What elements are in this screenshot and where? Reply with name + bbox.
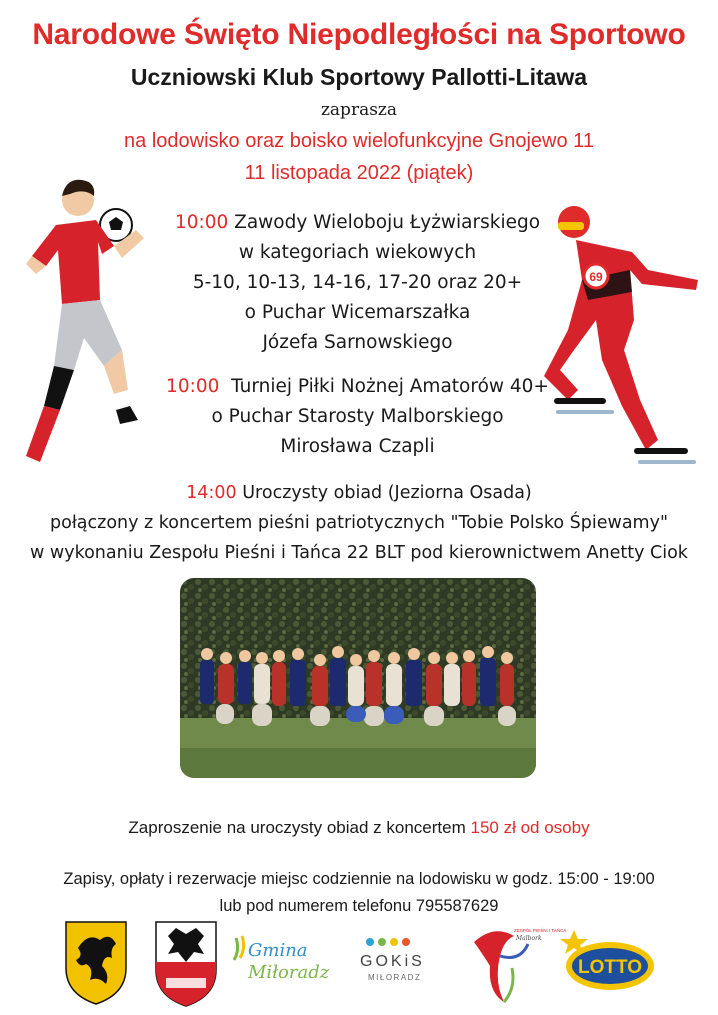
- svg-text:GOKiS: GOKiS: [360, 953, 425, 970]
- svg-text:MIŁORADZ: MIŁORADZ: [368, 973, 422, 982]
- lotto-logo: [560, 930, 654, 990]
- poster-title: Narodowe Święto Niepodległości na Sportowo: [32, 18, 686, 51]
- footballer-illustration: [18, 170, 158, 470]
- invite-word: zaprasza: [320, 100, 398, 120]
- event-line: w wykonaniu Zespołu Pieśni i Tańca 22 BLT pod kierownictwem Anetty Ciok: [30, 543, 688, 563]
- event-football: [160, 372, 555, 462]
- event-time: 14:00: [186, 483, 237, 503]
- gokis-logo: [360, 938, 425, 982]
- club-name: Uczniowski Klub Sportowy Pallotti-Litawa: [130, 64, 588, 90]
- phone-line: lub pod numerem telefonu 795587629: [219, 897, 499, 915]
- svg-text:Malbork: Malbork: [516, 935, 542, 942]
- svg-text:Miłoradz: Miłoradz: [248, 962, 330, 983]
- event-line: Zawody Wieloboju Łyżwiarskiego: [234, 212, 541, 233]
- svg-text:Gmina: Gmina: [248, 940, 308, 961]
- skater-illustration: [538, 200, 713, 475]
- footballer-boot: [26, 406, 60, 462]
- event-dinner: [0, 478, 718, 568]
- powiat-coat-of-arms: [156, 922, 216, 1006]
- event-line: Turniej Piłki Nożnej Amatorów 40+: [231, 376, 549, 397]
- event-line: Mirosława Czapli: [280, 436, 435, 457]
- skater-suit: [544, 240, 698, 450]
- skater-number: 69: [589, 270, 603, 284]
- dinner-text: Zaproszenie na uroczysty obiad z koncertem: [128, 818, 466, 837]
- pomorskie-coat-of-arms: [66, 922, 126, 1004]
- event-line: 5-10, 10-13, 14-16, 17-20 oraz 20+: [192, 272, 523, 293]
- event-time: 10:00: [174, 212, 229, 233]
- event-line: Józefa Sarnowskiego: [262, 332, 453, 353]
- event-line: o Puchar Wicemarszałka: [244, 302, 471, 323]
- skater-goggles: [558, 222, 584, 230]
- skate-blade: [638, 460, 696, 464]
- footballer-shirt: [32, 220, 114, 304]
- event-line: o Puchar Starosty Malborskiego: [211, 406, 504, 427]
- event-date: 11 listopada 2022 (piątek): [244, 162, 474, 184]
- gmina-miloradz-logo: [234, 936, 330, 983]
- footballer-sock: [44, 366, 74, 410]
- zespol-malbork-logo: [474, 926, 566, 1002]
- event-line: w kategoriach wiekowych: [238, 242, 477, 263]
- dinner-price: 150 zł od osoby: [470, 818, 590, 837]
- event-skating: [160, 208, 555, 358]
- event-line: połączony z koncertem pieśni patriotycznych "Tobie Polsko Śpiewamy": [50, 513, 668, 533]
- folk-ensemble-photo: [180, 578, 536, 778]
- registration-info: [0, 866, 718, 920]
- event-time: 10:00: [166, 376, 220, 397]
- dinner-invitation: [0, 818, 718, 838]
- sponsor-logos: [60, 918, 660, 1008]
- event-line: Uroczysty obiad (Jeziorna Osada): [242, 483, 532, 503]
- svg-text:ZESPÓŁ PIEŚNI I TAŃCA: ZESPÓŁ PIEŚNI I TAŃCA: [514, 928, 567, 933]
- registration-line: Zapisy, opłaty i rezerwacje miejsc codziennie na lodowisku w godz. 15:00 - 19:00: [63, 870, 655, 888]
- venue-text: na lodowisko oraz boisko wielofunkcyjne Gnojewo 11: [124, 130, 594, 152]
- svg-text:LOTTO: LOTTO: [577, 957, 643, 978]
- skate-blade: [556, 410, 614, 414]
